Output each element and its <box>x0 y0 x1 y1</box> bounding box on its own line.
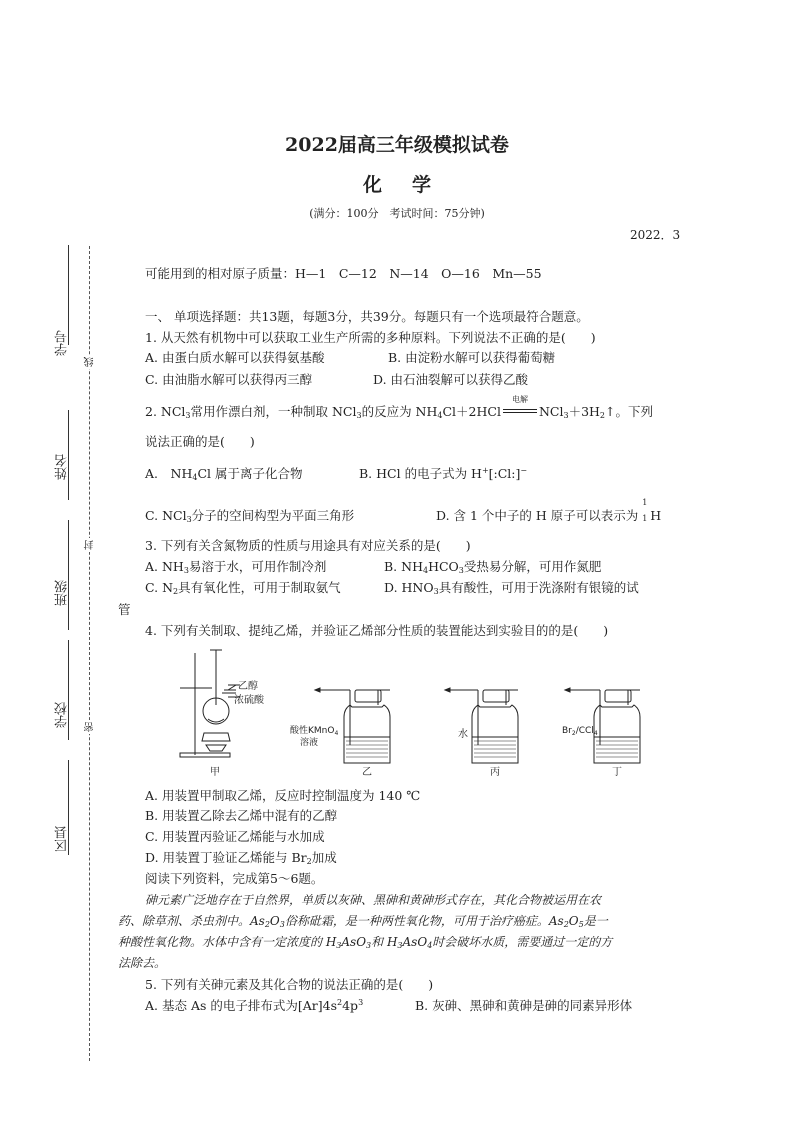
q2-option-a: A. $NH_4Cl$ 属于离子化合物 <box>145 466 303 482</box>
q5-stem: 5. 下列有关砷元素及其化合物的说法正确的是( ) <box>145 977 434 992</box>
paper-subject: 化学 <box>362 174 461 196</box>
q2-option-d: D. 含 1 个中子的 H 原子可以表示为 1 1 H <box>436 498 662 523</box>
jia-label-ethanol: 乙醇 <box>238 681 258 692</box>
caption-bing: 丙 <box>490 767 500 778</box>
passage-line-4: 法除去。 <box>118 956 167 970</box>
reading-intro: 阅读下列资料，完成第5～6题。 <box>145 871 324 886</box>
q1-option-c: C. 由油脂水解可以获得丙三醇 <box>145 372 313 387</box>
q3-option-a: A. $NH_3$易溶于水，可用作制冷剂 <box>145 559 327 575</box>
caption-yi: 乙 <box>362 767 372 778</box>
section-heading: 一、 单项选择题：共13题，每题3分，共39分。每题只有一个选项最符合题意。 <box>145 309 589 324</box>
yi-label-solution: 溶液 <box>300 738 319 748</box>
atomic-masses: 可能用到的相对原子质量：H—1 C—12 N—14 O—16 Mn—55 <box>145 266 542 281</box>
field-label-district: 区县 <box>55 826 70 852</box>
field-line-class <box>68 520 69 630</box>
q1-option-b: B. 由淀粉水解可以获得葡萄糖 <box>388 350 556 365</box>
q2-condition: 电解 <box>511 395 528 404</box>
q3-option-c: C. $N_2$具有氧化性，可用于制取氨气 <box>145 580 341 596</box>
q4-stem: 4. 下列有关制取、提纯乙烯，并验证乙烯部分性质的装置能达到实验目的的是( ) <box>145 623 609 638</box>
q4-option-c: C. 用装置丙验证乙烯能与水加成 <box>145 829 325 844</box>
q3-option-d: D. $HNO_3$具有酸性，可用于洗涤附有银镜的试 <box>384 580 639 596</box>
ding-label-br2ccl4: $Br_2/CCl_4$ <box>562 726 598 737</box>
q2-option-c: C. NCl$_3$分子的空间构型为平面三角形 <box>145 508 355 524</box>
passage-line-3: 种酸性氧化物。水体中含有一定浓度的 $H_3AsO_3$和 $H_3AsO_4$时会破坏水质，需要通过一定的方 <box>118 935 613 950</box>
q3-option-b: B. $NH_4HCO_3$受热易分解，可用作氮肥 <box>384 559 602 575</box>
yi-label-kmno4: 酸性KMnO$_4$ <box>290 726 339 737</box>
apparatus-bing <box>445 688 518 763</box>
q2-option-b: B. HCl 的电子式为 H+[:Cl:]− <box>359 466 528 481</box>
q2-stem: 2. NCl$_3$常用作漂白剂，一种制取 NCl$_3$的反应为 $NH_4Cl+2HCl$ 电解 $NCl_3+3H_2↑$。下列 <box>145 395 653 420</box>
passage-line-1: 砷元素广泛地存在于自然界，单质以灰砷、黑砷和黄砷形式存在，其化合物被运用在农 <box>145 893 602 907</box>
caption-ding: 丁 <box>612 767 622 778</box>
paper-title: 2022届高三年级模拟试卷 <box>285 134 509 156</box>
seal-mark-seal: 封 <box>85 540 96 550</box>
q5-option-b: B. 灰砷、黑砷和黄砷是砷的同素异形体 <box>415 998 633 1013</box>
q2-stem-line2: 说法正确的是( ) <box>145 434 255 449</box>
q4-option-d: D. 用装置丁验证乙烯能与 $Br_2$加成 <box>145 850 337 866</box>
jia-label-acid: 浓硫酸 <box>234 695 264 706</box>
apparatus-jia <box>180 650 240 757</box>
paper-info: (满分：100分 考试时间：75分钟) <box>309 207 485 220</box>
field-label-class: 班级 <box>55 580 70 606</box>
field-label-student-id: 学号 <box>55 330 70 356</box>
caption-jia: 甲 <box>210 767 220 778</box>
seal-mark-line: 线 <box>85 357 96 367</box>
q3-option-d-line2: 管 <box>118 602 131 617</box>
q1-option-a: A. 由蛋白质水解可以获得氨基酸 <box>145 350 325 365</box>
q3-stem: 3. 下列有关含氮物质的性质与用途具有对应关系的是( ) <box>145 538 471 553</box>
q4-option-a: A. 用装置甲制取乙烯，反应时控制温度为 140 ℃ <box>145 788 421 803</box>
passage-line-2: 药、除草剂、杀虫剂中。$As_2O_3$俗称砒霜，是一种两性氧化物，可用于治疗癌症。$As_2O_5$是一 <box>118 914 608 929</box>
bing-label-water: 水 <box>458 729 468 740</box>
seal-mark-secret: 密 <box>85 722 96 732</box>
q5-option-a: A. 基态 As 的电子排布式为$[Ar]4s^24p^3$ <box>145 998 364 1013</box>
q1-option-d: D. 由石油裂解可以获得乙酸 <box>373 372 529 387</box>
paper-date: 2022．3 <box>630 228 681 242</box>
q4-option-b: B. 用装置乙除去乙烯中混有的乙醇 <box>145 808 338 823</box>
field-label-school: 学校 <box>55 702 70 728</box>
field-label-name: 姓名 <box>55 454 70 480</box>
q1-stem: 1. 从天然有机物中可以获取工业生产所需的多种原料。下列说法不正确的是( ) <box>145 330 596 345</box>
q4-apparatus-figure <box>170 645 660 780</box>
